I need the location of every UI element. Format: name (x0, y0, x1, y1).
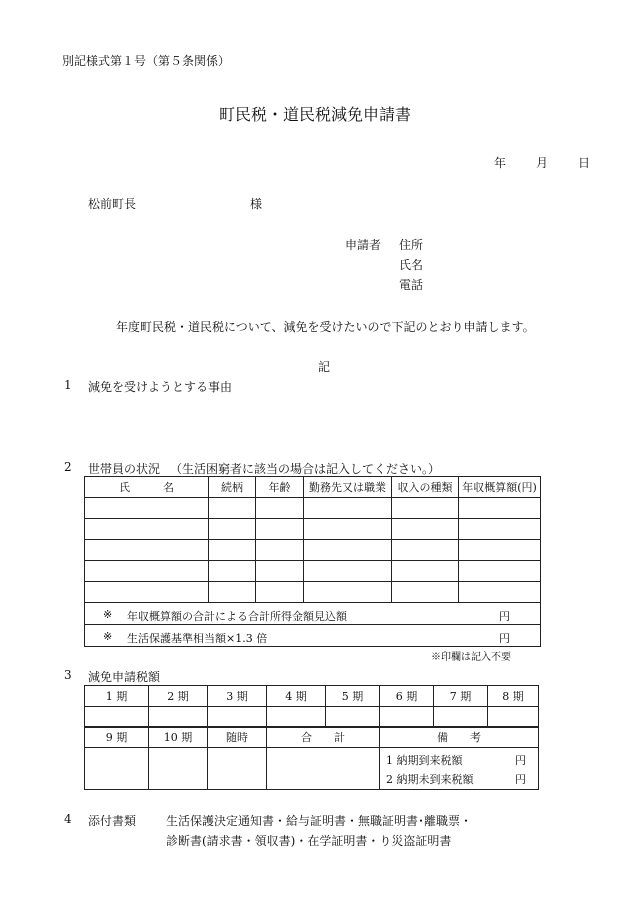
table-row (85, 582, 541, 603)
section3-number: 3 (64, 668, 72, 682)
remark-due-tax: 1 納期到来税額 (386, 754, 463, 767)
header-age: 年齢 (256, 477, 304, 498)
cell-relation[interactable] (209, 519, 256, 540)
period-total-amount[interactable] (267, 748, 380, 790)
section2-note: （生活困窮者に該当の場合は記入してください。） (170, 462, 441, 476)
header-income-type: 収入の種類 (392, 477, 459, 498)
note-cell (85, 625, 541, 647)
period-10: 10 期 (149, 727, 208, 748)
period-9-amount[interactable] (85, 748, 149, 790)
note-text: 年収概算額の合計による合計所得金額見込額 (127, 610, 347, 623)
period-header-row (85, 686, 539, 707)
note-cell (85, 603, 541, 625)
cell-name[interactable] (85, 582, 209, 603)
period-7-amount[interactable] (434, 707, 488, 728)
period-4-amount[interactable] (267, 707, 326, 728)
cell-annual-income[interactable] (459, 582, 541, 603)
cell-income-type[interactable] (392, 582, 459, 603)
mayor-addressee: 松前町長 (88, 197, 137, 211)
ki-label: 記 (318, 360, 331, 374)
period-9: 9 期 (85, 727, 149, 748)
period-header-row-2 (85, 727, 539, 748)
table-row (85, 540, 541, 561)
cell-workplace[interactable] (304, 519, 392, 540)
date-month-label: 月 (536, 156, 549, 170)
period-5: 5 期 (326, 686, 380, 707)
yen-unit: 円 (515, 754, 526, 767)
cell-age[interactable] (256, 498, 304, 519)
section1-number: 1 (64, 378, 72, 392)
cell-relation[interactable] (209, 498, 256, 519)
cell-workplace[interactable] (304, 582, 392, 603)
cell-workplace[interactable] (304, 540, 392, 561)
cell-name[interactable] (85, 498, 209, 519)
table-row (85, 561, 541, 582)
period-5-amount[interactable] (326, 707, 380, 728)
period-value-row-2 (85, 748, 539, 790)
note-mark: ※ (103, 608, 113, 621)
period-1: 1 期 (85, 686, 149, 707)
cell-annual-income[interactable] (459, 519, 541, 540)
header-relation: 続柄 (209, 477, 256, 498)
yen-unit: 円 (499, 610, 510, 623)
cell-annual-income[interactable] (459, 540, 541, 561)
period-7: 7 期 (434, 686, 488, 707)
remarks-header: 備 考 (380, 727, 539, 748)
attachments-line-2: 診断書(請求書・領収書)・在学証明書・り災盗証明書 (166, 834, 452, 848)
date-year-label: 年 (494, 156, 507, 170)
period-8: 8 期 (488, 686, 539, 707)
header-name: 氏 名 (85, 477, 209, 498)
period-2-amount[interactable] (149, 707, 208, 728)
section2-title: 世帯員の状況 (88, 462, 161, 476)
attachments-line-1: 生活保護決定通知書・給与証明書・無職証明書･離職票・ (166, 814, 473, 828)
yen-unit: 円 (499, 632, 510, 645)
remark-not-due-tax: 2 納期未到来税額 (386, 773, 474, 786)
period-value-row (85, 707, 539, 728)
section4-number: 4 (64, 812, 72, 826)
period-6: 6 期 (380, 686, 434, 707)
name-label: 氏名 (399, 258, 424, 272)
cell-annual-income[interactable] (459, 561, 541, 582)
intro-text: 年度町民税・道民税について、減免を受けたいので下記のとおり申請します。 (116, 320, 535, 334)
section3-title: 減免申請税額 (88, 670, 161, 684)
cell-name[interactable] (85, 519, 209, 540)
address-label: 住所 (399, 238, 424, 252)
cell-age[interactable] (256, 561, 304, 582)
applicant-label: 申請者 (345, 238, 382, 252)
household-header-row (85, 477, 541, 498)
footnote-stamp-not-required: ※印欄は記入不要 (431, 652, 511, 663)
period-total: 合 計 (267, 727, 380, 748)
cell-age[interactable] (256, 540, 304, 561)
honorific: 様 (250, 197, 263, 211)
cell-income-type[interactable] (392, 561, 459, 582)
table-row (85, 519, 541, 540)
period-3-amount[interactable] (208, 707, 267, 728)
tax-period-table-top (84, 685, 539, 728)
remarks-cell (380, 748, 539, 790)
period-10-amount[interactable] (149, 748, 208, 790)
cell-name[interactable] (85, 561, 209, 582)
note-row-welfare-standard (85, 625, 541, 647)
period-2: 2 期 (149, 686, 208, 707)
cell-relation[interactable] (209, 582, 256, 603)
period-6-amount[interactable] (380, 707, 434, 728)
household-table (84, 476, 541, 647)
yen-unit: 円 (515, 773, 526, 786)
period-anytime-amount[interactable] (208, 748, 267, 790)
header-annual-income: 年収概算額(円) (459, 477, 541, 498)
cell-income-type[interactable] (392, 498, 459, 519)
section2-number: 2 (64, 460, 72, 474)
cell-relation[interactable] (209, 561, 256, 582)
cell-name[interactable] (85, 540, 209, 561)
period-3: 3 期 (208, 686, 267, 707)
section1-title: 減免を受けようとする事由 (88, 380, 233, 394)
period-8-amount[interactable] (488, 707, 539, 728)
table-row (85, 498, 541, 519)
tax-period-table-bottom (84, 726, 539, 790)
cell-relation[interactable] (209, 540, 256, 561)
header-workplace: 勤務先又は職業 (304, 477, 392, 498)
note-mark: ※ (103, 630, 113, 643)
phone-label: 電話 (399, 278, 424, 292)
note-row-income-total (85, 603, 541, 625)
document-title: 町民税・道民税減免申請書 (218, 105, 411, 124)
period-4: 4 期 (267, 686, 326, 707)
cell-workplace[interactable] (304, 561, 392, 582)
cell-annual-income[interactable] (459, 498, 541, 519)
section4-title: 添付書類 (88, 814, 137, 828)
cell-income-type[interactable] (392, 540, 459, 561)
period-anytime: 随時 (208, 727, 267, 748)
cell-workplace[interactable] (304, 498, 392, 519)
cell-age[interactable] (256, 582, 304, 603)
date-day-label: 日 (578, 156, 591, 170)
note-text: 生活保護基準相当額×1.3 倍 (127, 632, 268, 645)
cell-income-type[interactable] (392, 519, 459, 540)
period-1-amount[interactable] (85, 707, 149, 728)
cell-age[interactable] (256, 519, 304, 540)
form-id: 別記様式第１号（第５条関係） (62, 54, 231, 68)
